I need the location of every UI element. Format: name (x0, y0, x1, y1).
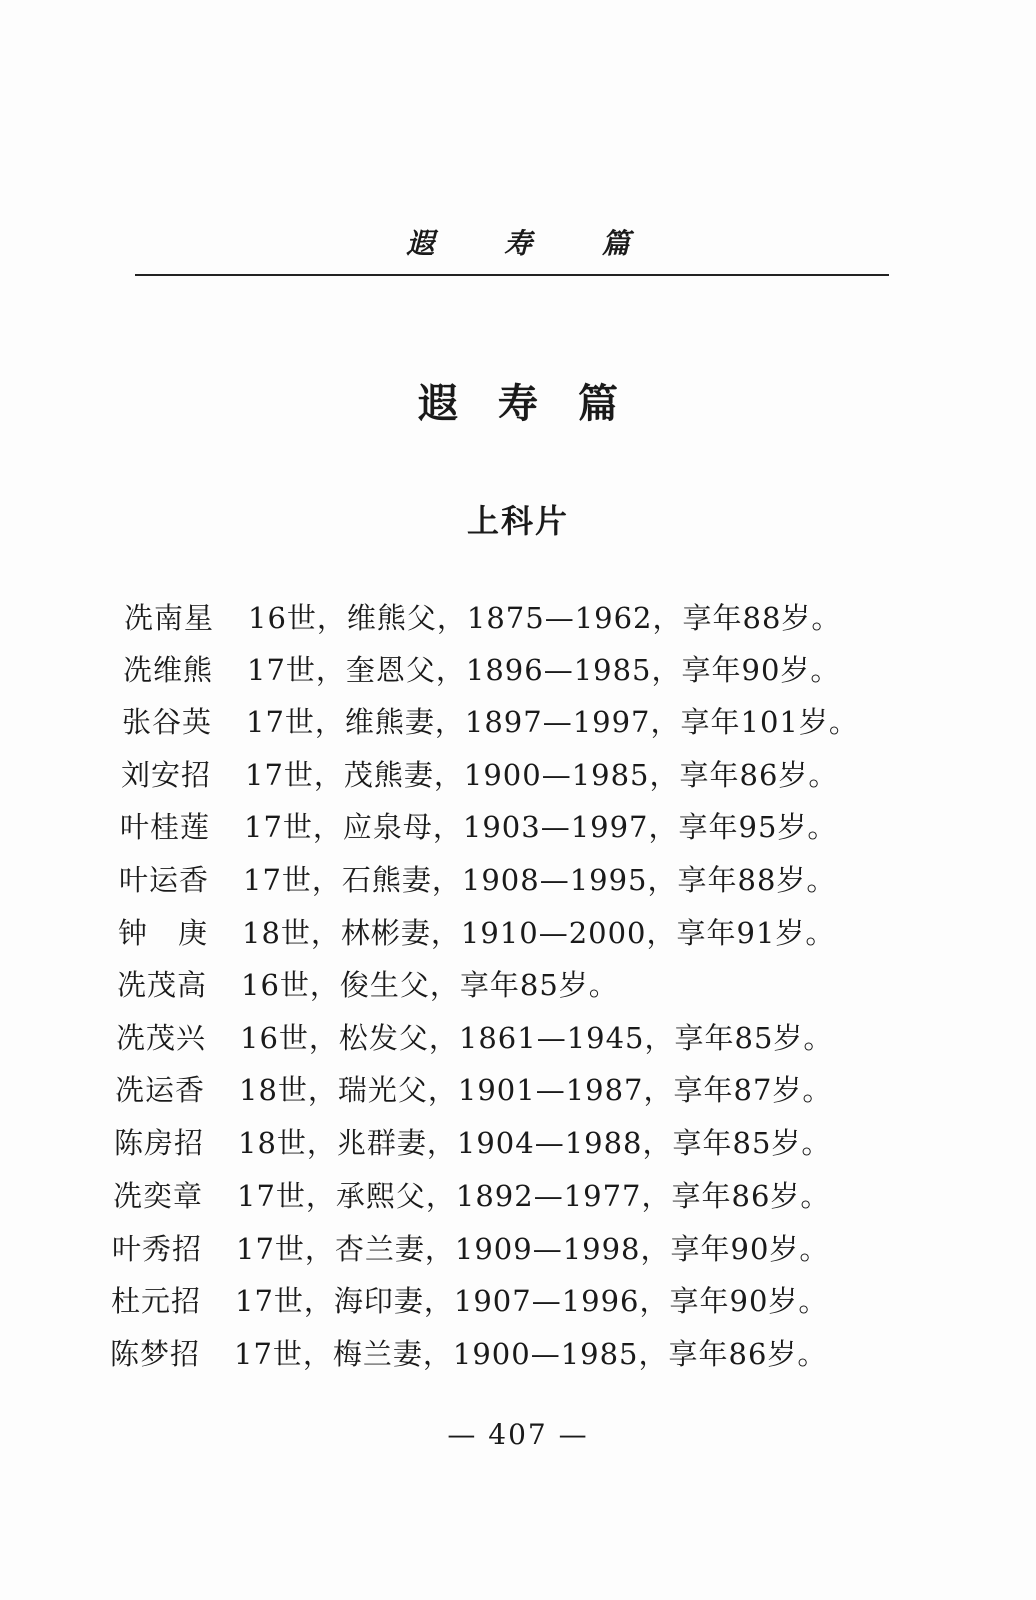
list-item (112, 1229, 829, 1269)
list-item (114, 1123, 831, 1163)
entry-name: 杜元招 (111, 1284, 202, 1318)
entry-info: 17世，承熙父，1892—1977，享年86岁。 (237, 1179, 831, 1213)
list-item (115, 1070, 832, 1110)
list-item (116, 1018, 833, 1058)
entry-name: 陈房招 (114, 1126, 205, 1160)
page-number: — 407 — (447, 1418, 589, 1451)
entry-name: 冼南星 (124, 601, 215, 635)
list-item (113, 1176, 830, 1216)
list-item (124, 598, 841, 638)
entry-info: 17世，杏兰妻，1909—1998，享年90岁。 (236, 1232, 830, 1266)
list-item (118, 913, 835, 953)
entry-name: 张谷英 (122, 705, 213, 739)
entry-name: 冼维熊 (123, 653, 214, 687)
list-item (111, 1281, 828, 1321)
entry-name: 叶运香 (119, 863, 210, 897)
entry-info: 16世，松发父，1861—1945，享年85岁。 (240, 1021, 834, 1055)
list-item (110, 1334, 827, 1374)
entry-name: 叶秀招 (112, 1232, 203, 1266)
section-title: 上科片 (466, 502, 569, 540)
entry-name: 叶桂莲 (120, 810, 211, 844)
list-item (119, 860, 836, 900)
entry-info: 17世，应泉母，1903—1997，享年95岁。 (244, 810, 838, 844)
chapter-title: 遐寿篇 (418, 380, 658, 427)
entry-name: 冼茂高 (117, 968, 208, 1002)
entry-info: 17世，茂熊妻，1900—1985，享年86岁。 (245, 758, 839, 792)
entry-info: 17世，奎恩父，1896—1985，享年90岁。 (247, 653, 841, 687)
entry-name: 刘安招 (121, 758, 212, 792)
list-item (123, 650, 840, 690)
entry-info: 18世，林彬妻，1910—2000，享年91岁。 (242, 916, 836, 950)
entry-info: 18世，瑞光父，1901—1987，享年87岁。 (239, 1073, 833, 1107)
entry-name: 冼奕章 (113, 1179, 204, 1213)
entry-info: 16世，维熊父，1875—1962，享年88岁。 (248, 601, 842, 635)
list-item (120, 807, 837, 847)
header-rule (135, 274, 889, 276)
entry-name: 冼运香 (115, 1073, 206, 1107)
entry-info: 17世，海印妻，1907—1996，享年90岁。 (235, 1284, 829, 1318)
entry-name: 冼茂兴 (116, 1021, 207, 1055)
list-item (122, 702, 859, 742)
list-item (121, 755, 838, 795)
entry-info: 17世，维熊妻，1897—1997，享年101岁。 (246, 705, 859, 739)
entry-info: 17世，梅兰妻，1900—1985，享年86岁。 (234, 1337, 828, 1371)
running-head: 遐 寿 篇 (406, 227, 660, 260)
entry-name: 钟 庚 (118, 916, 209, 950)
entry-info: 16世，俊生父，享年85岁。 (241, 968, 619, 1002)
entry-info: 18世，兆群妻，1904—1988，享年85岁。 (238, 1126, 832, 1160)
entry-name: 陈梦招 (110, 1337, 201, 1371)
entry-info: 17世，石熊妻，1908—1995，享年88岁。 (243, 863, 837, 897)
list-item (117, 965, 619, 1005)
